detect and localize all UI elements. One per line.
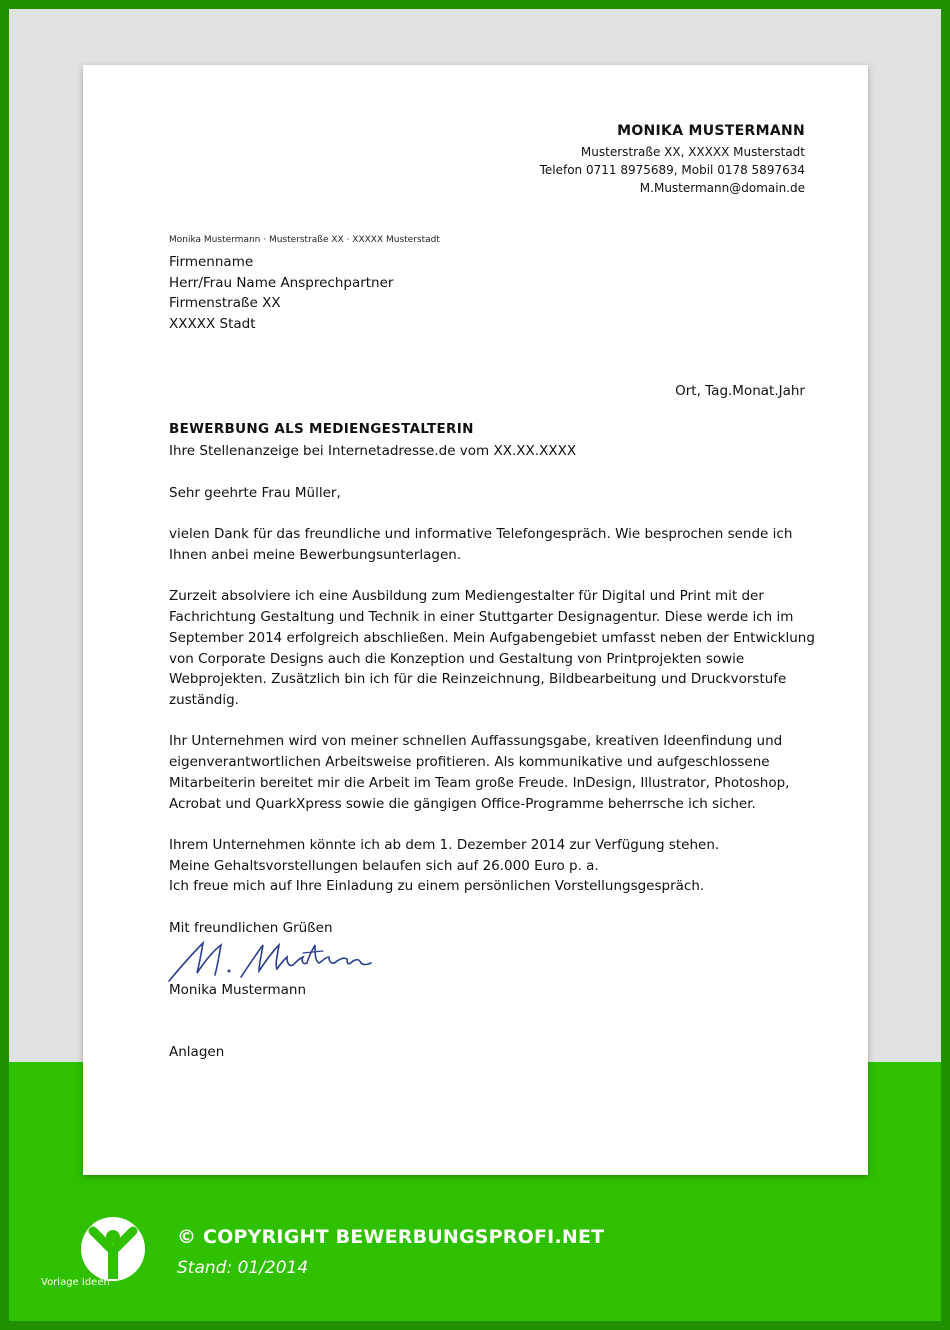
- letter-subject: BEWERBUNG ALS MEDIENGESTALTERIN: [169, 421, 474, 437]
- text-line: eigenverantwortlichen Arbeitsweise profitieren. Als kommunikative und aufgeschlossene: [169, 754, 770, 771]
- sender-name: MONIKA MUSTERMANN: [617, 123, 805, 139]
- text-line: Fachrichtung Gestaltung und Technik in einer Stuttgarter Designagentur. Diese werde ich im: [169, 609, 794, 626]
- paragraph-2: [169, 586, 815, 710]
- sender-street: Musterstraße XX, XXXXX Musterstadt: [580, 145, 805, 159]
- letter-reference: Ihre Stellenanzeige bei Internetadresse.de vom XX.XX.XXXX: [169, 443, 577, 459]
- handwritten-signature: [163, 935, 383, 987]
- text-line: September 2014 erfolgreich abschließen. Mein Aufgabengebiet umfasst neben der Entwicklung: [169, 629, 815, 646]
- signed-name: Monika Mustermann: [169, 982, 307, 998]
- recipient-city: XXXXX Stadt: [169, 315, 256, 332]
- recipient-block: [169, 252, 393, 334]
- text-line: Ihnen anbei meine Bewerbungsunterlagen.: [169, 547, 462, 564]
- text-line: Webprojekten. Zusätzlich bin ich für die Reinzeichnung, Bildbearbeitung und Druckvorstufe: [169, 671, 787, 688]
- text-line: Ihrem Unternehmen könnte ich ab dem 1. Dezember 2014 zur Verfügung stehen.: [169, 836, 720, 853]
- text-line: zuständig.: [169, 692, 239, 708]
- text-line: Mitarbeiterin bereitet mir die Arbeit im Team große Freude. InDesign, Illustrator, Photoshop,: [169, 774, 790, 791]
- text-line: vielen Dank für das freundliche und informative Telefongespräch. Wie besprochen sende ich: [169, 526, 793, 543]
- recipient-street: Firmenstraße XX: [169, 295, 281, 312]
- recipient-contact: Herr/Frau Name Ansprechpartner: [169, 274, 394, 291]
- version-date: Stand: 01/2014: [177, 1258, 309, 1278]
- paragraph-1: [169, 524, 809, 565]
- letter-date: Ort, Tag.Monat.Jahr: [675, 383, 805, 399]
- return-address-line: Monika Mustermann · Musterstraße XX · XXXXX Musterstadt: [169, 235, 440, 245]
- salutation: Sehr geehrte Frau Müller,: [169, 485, 341, 501]
- text-line: Ich freue mich auf Ihre Einladung zu einem persönlichen Vorstellungsgespräch.: [169, 878, 705, 895]
- paragraph-3: [169, 731, 809, 814]
- attachments-label: Anlagen: [169, 1044, 225, 1060]
- letter-page: [83, 65, 868, 1175]
- text-line: Acrobat und QuarkXpress sowie die gängigen Office-Programme beherrsche ich sicher.: [169, 795, 756, 812]
- sender-email: M.Mustermann@domain.de: [639, 181, 805, 195]
- sender-phone: Telefon 0711 8975689, Mobil 0178 5897634: [539, 163, 805, 177]
- text-line: Meine Gehaltsvorstellungen belaufen sich auf 26.000 Euro p. a.: [169, 857, 599, 874]
- text-line: Zurzeit absolviere ich eine Ausbildung zum Mediengestalter für Digital und Print mit der: [169, 588, 764, 605]
- closing: Mit freundlichen Grüßen: [169, 919, 333, 936]
- person-logo-icon: [81, 1217, 145, 1281]
- recipient-company: Firmenname: [169, 254, 254, 270]
- logo-caption: Vorlage Ideen: [41, 1277, 110, 1288]
- copyright-notice: © COPYRIGHT BEWERBUNGSPROFI.NET: [177, 1226, 605, 1248]
- letter-body: [169, 483, 815, 959]
- paragraph-4: [169, 835, 809, 897]
- sender-block: [540, 123, 805, 197]
- text-line: von Corporate Designs auch die Konzeption und Gestaltung von Printprojekten sowie: [169, 650, 745, 667]
- page-background: [9, 9, 941, 1321]
- text-line: Ihr Unternehmen wird von meiner schnellen Auffassungsgabe, kreativen Ideenfindung und: [169, 733, 783, 750]
